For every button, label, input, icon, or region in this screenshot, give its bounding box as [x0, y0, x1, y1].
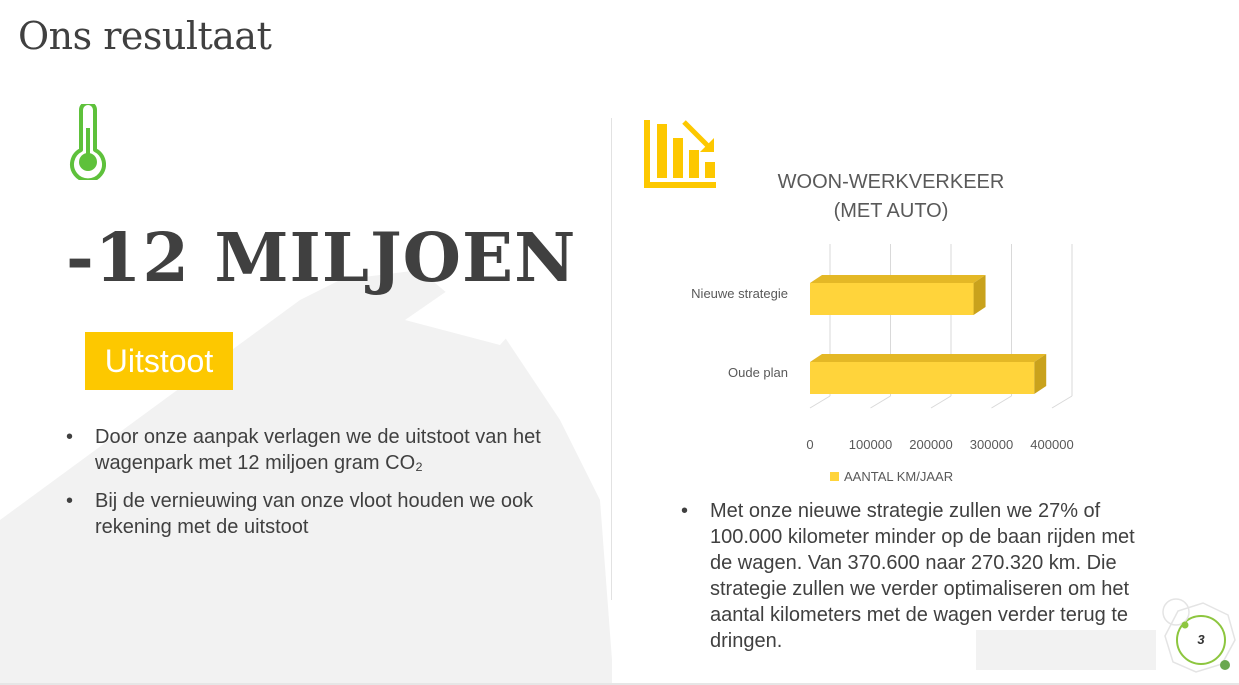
- chart-title-line: WOON-WERKVERKEER: [777, 171, 1005, 193]
- footer-box: [976, 630, 1156, 670]
- bar-chart: [640, 160, 1100, 490]
- chart-title-line: (MET AUTO): [833, 200, 949, 222]
- left-bullet-list: [66, 424, 556, 552]
- chart-bars: [810, 275, 1046, 394]
- category-label: Oude plan: [728, 365, 788, 380]
- gridline-floor: [931, 396, 951, 408]
- page-title: Ons resultaat: [18, 14, 272, 58]
- bullet-item: • Bij de vernieuwing van onze vloot houden we ook rekening met de uitstoot: [66, 488, 556, 540]
- gridline-floor: [871, 396, 891, 408]
- gridline-floor: [992, 396, 1012, 408]
- bar: [810, 283, 974, 315]
- uitstoot-badge: Uitstoot: [85, 332, 233, 390]
- x-tick-label: 400000: [1030, 437, 1074, 452]
- page-number: 3: [1197, 632, 1205, 647]
- big-number: -12 MILJOEN: [66, 218, 577, 297]
- bar: [810, 362, 1034, 394]
- chart-tick-labels: [806, 437, 1073, 452]
- gridline-floor: [810, 396, 830, 408]
- bullet-item: • Door onze aanpak verlagen we de uitstoot van het wagenpark met 12 miljoen gram CO₂: [66, 424, 556, 476]
- x-tick-label: 300000: [969, 437, 1014, 452]
- x-tick-label: 0: [806, 437, 814, 452]
- bar-top: [810, 275, 986, 283]
- x-tick-label: 100000: [848, 437, 893, 452]
- gridline-floor: [1052, 396, 1072, 408]
- chart-category-labels: [691, 286, 788, 380]
- bar-top: [810, 354, 1046, 362]
- legend-swatch: [830, 472, 839, 481]
- legend-label: AANTAL KM/JAAR: [844, 469, 954, 484]
- column-divider: [611, 118, 612, 600]
- bullet-item: • Met onze nieuwe strategie zullen we 27% of 100.000 kilometer minder op de baan rijden met de wagen. Van 370.600 naar 270.320 km. Die strategie zullen we verder optimaliseren om het aantal kilometers met de wagen verder terug te dringen.: [681, 498, 1161, 654]
- thermometer-icon: [66, 104, 106, 180]
- x-tick-label: 200000: [909, 437, 953, 452]
- category-label: Nieuwe strategie: [691, 286, 788, 301]
